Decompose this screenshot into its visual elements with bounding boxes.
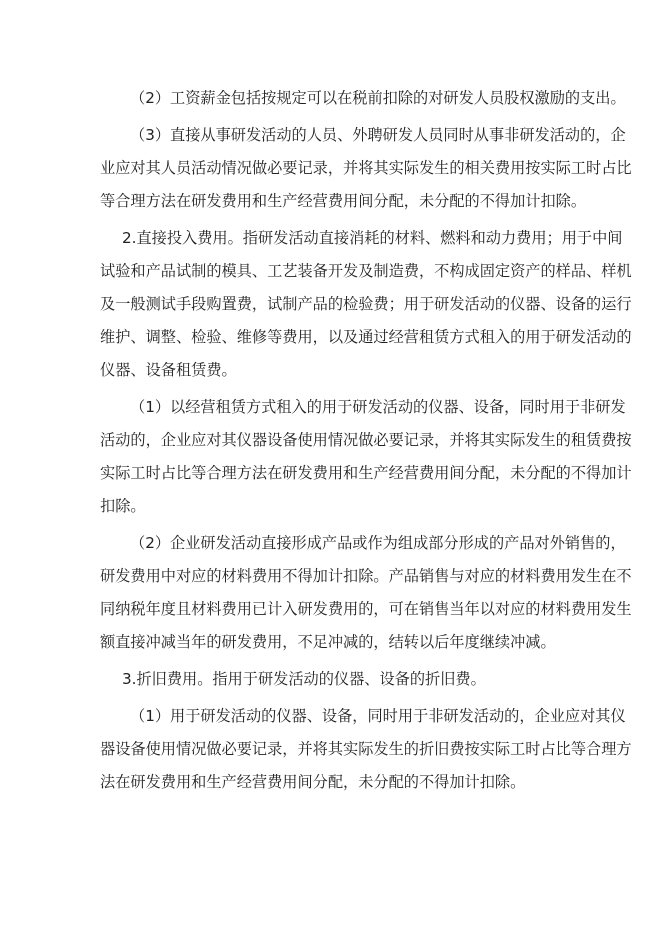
paragraph [100, 395, 632, 527]
paragraph [100, 86, 626, 119]
text-line: （2）企业研发活动直接形成产品或作为组成部分形成的产品对外销售的， [130, 534, 626, 552]
text-line: 额直接冲减当年的研发费用，不足冲减的，结转以后年度继续冲减。 [100, 633, 556, 651]
text-line: 同纳税年度且材料费用已计入研发费用的，可在销售当年以对应的材料费用发生 [100, 600, 632, 618]
paragraph [100, 667, 563, 700]
text-line: 活动的，企业应对其仪器设备使用情况做必要记录，并将其实际发生的租赁费按 [100, 431, 632, 449]
text-line: 扣除。 [100, 497, 146, 515]
text-line: 实际工时占比等合理方法在研发费用和生产经营费用间分配，未分配的不得加计 [100, 464, 632, 482]
paragraph [100, 123, 632, 222]
text-line: 法在研发费用和生产经营费用间分配，未分配的不得加计扣除。 [100, 773, 526, 791]
document-page [100, 86, 632, 807]
text-line: 器设备使用情况做必要记录，并将其实际发生的折旧费按实际工时占比等合理方 [100, 740, 632, 758]
text-line: 业应对其人员活动情况做必要记录，并将其实际发生的相关费用按实际工时占比 [100, 159, 632, 177]
text-line: （1）用于研发活动的仪器、设备，同时用于非研发活动的，企业应对其仪 [130, 707, 626, 725]
text-line: （3）直接从事研发活动的人员、外聘研发人员同时从事非研发活动的，企 [130, 126, 626, 144]
text-line: 及一般测试手段购置费，试制产品的检验费；用于研发活动的仪器、设备的运行 [100, 295, 632, 313]
text-line: 2.直接投入费用。指研发活动直接消耗的材料、燃料和动力费用；用于中间 [122, 229, 623, 247]
paragraph [100, 531, 632, 663]
text-line: 研发费用中对应的材料费用不得加计扣除。产品销售与对应的材料费用发生在不 [100, 567, 632, 585]
text-line: 试验和产品试制的模具、工艺装备开发及制造费，不构成固定资产的样品、样机 [100, 262, 632, 280]
text-line: 3.折旧费用。指用于研发活动的仪器、设备的折旧费。 [122, 670, 486, 688]
text-line: 仪器、设备租赁费。 [100, 361, 237, 379]
paragraph [100, 704, 632, 803]
text-line: （2）工资薪金包括按规定可以在税前扣除的对研发人员股权激励的支出。 [130, 89, 626, 107]
text-line: 等合理方法在研发费用和生产经营费用间分配，未分配的不得加计扣除。 [100, 192, 586, 210]
text-line: （1）以经营租赁方式租入的用于研发活动的仪器、设备，同时用于非研发 [130, 398, 626, 416]
paragraph [100, 226, 632, 391]
text-line: 维护、调整、检验、维修等费用，以及通过经营租赁方式租入的用于研发活动的 [100, 328, 632, 346]
